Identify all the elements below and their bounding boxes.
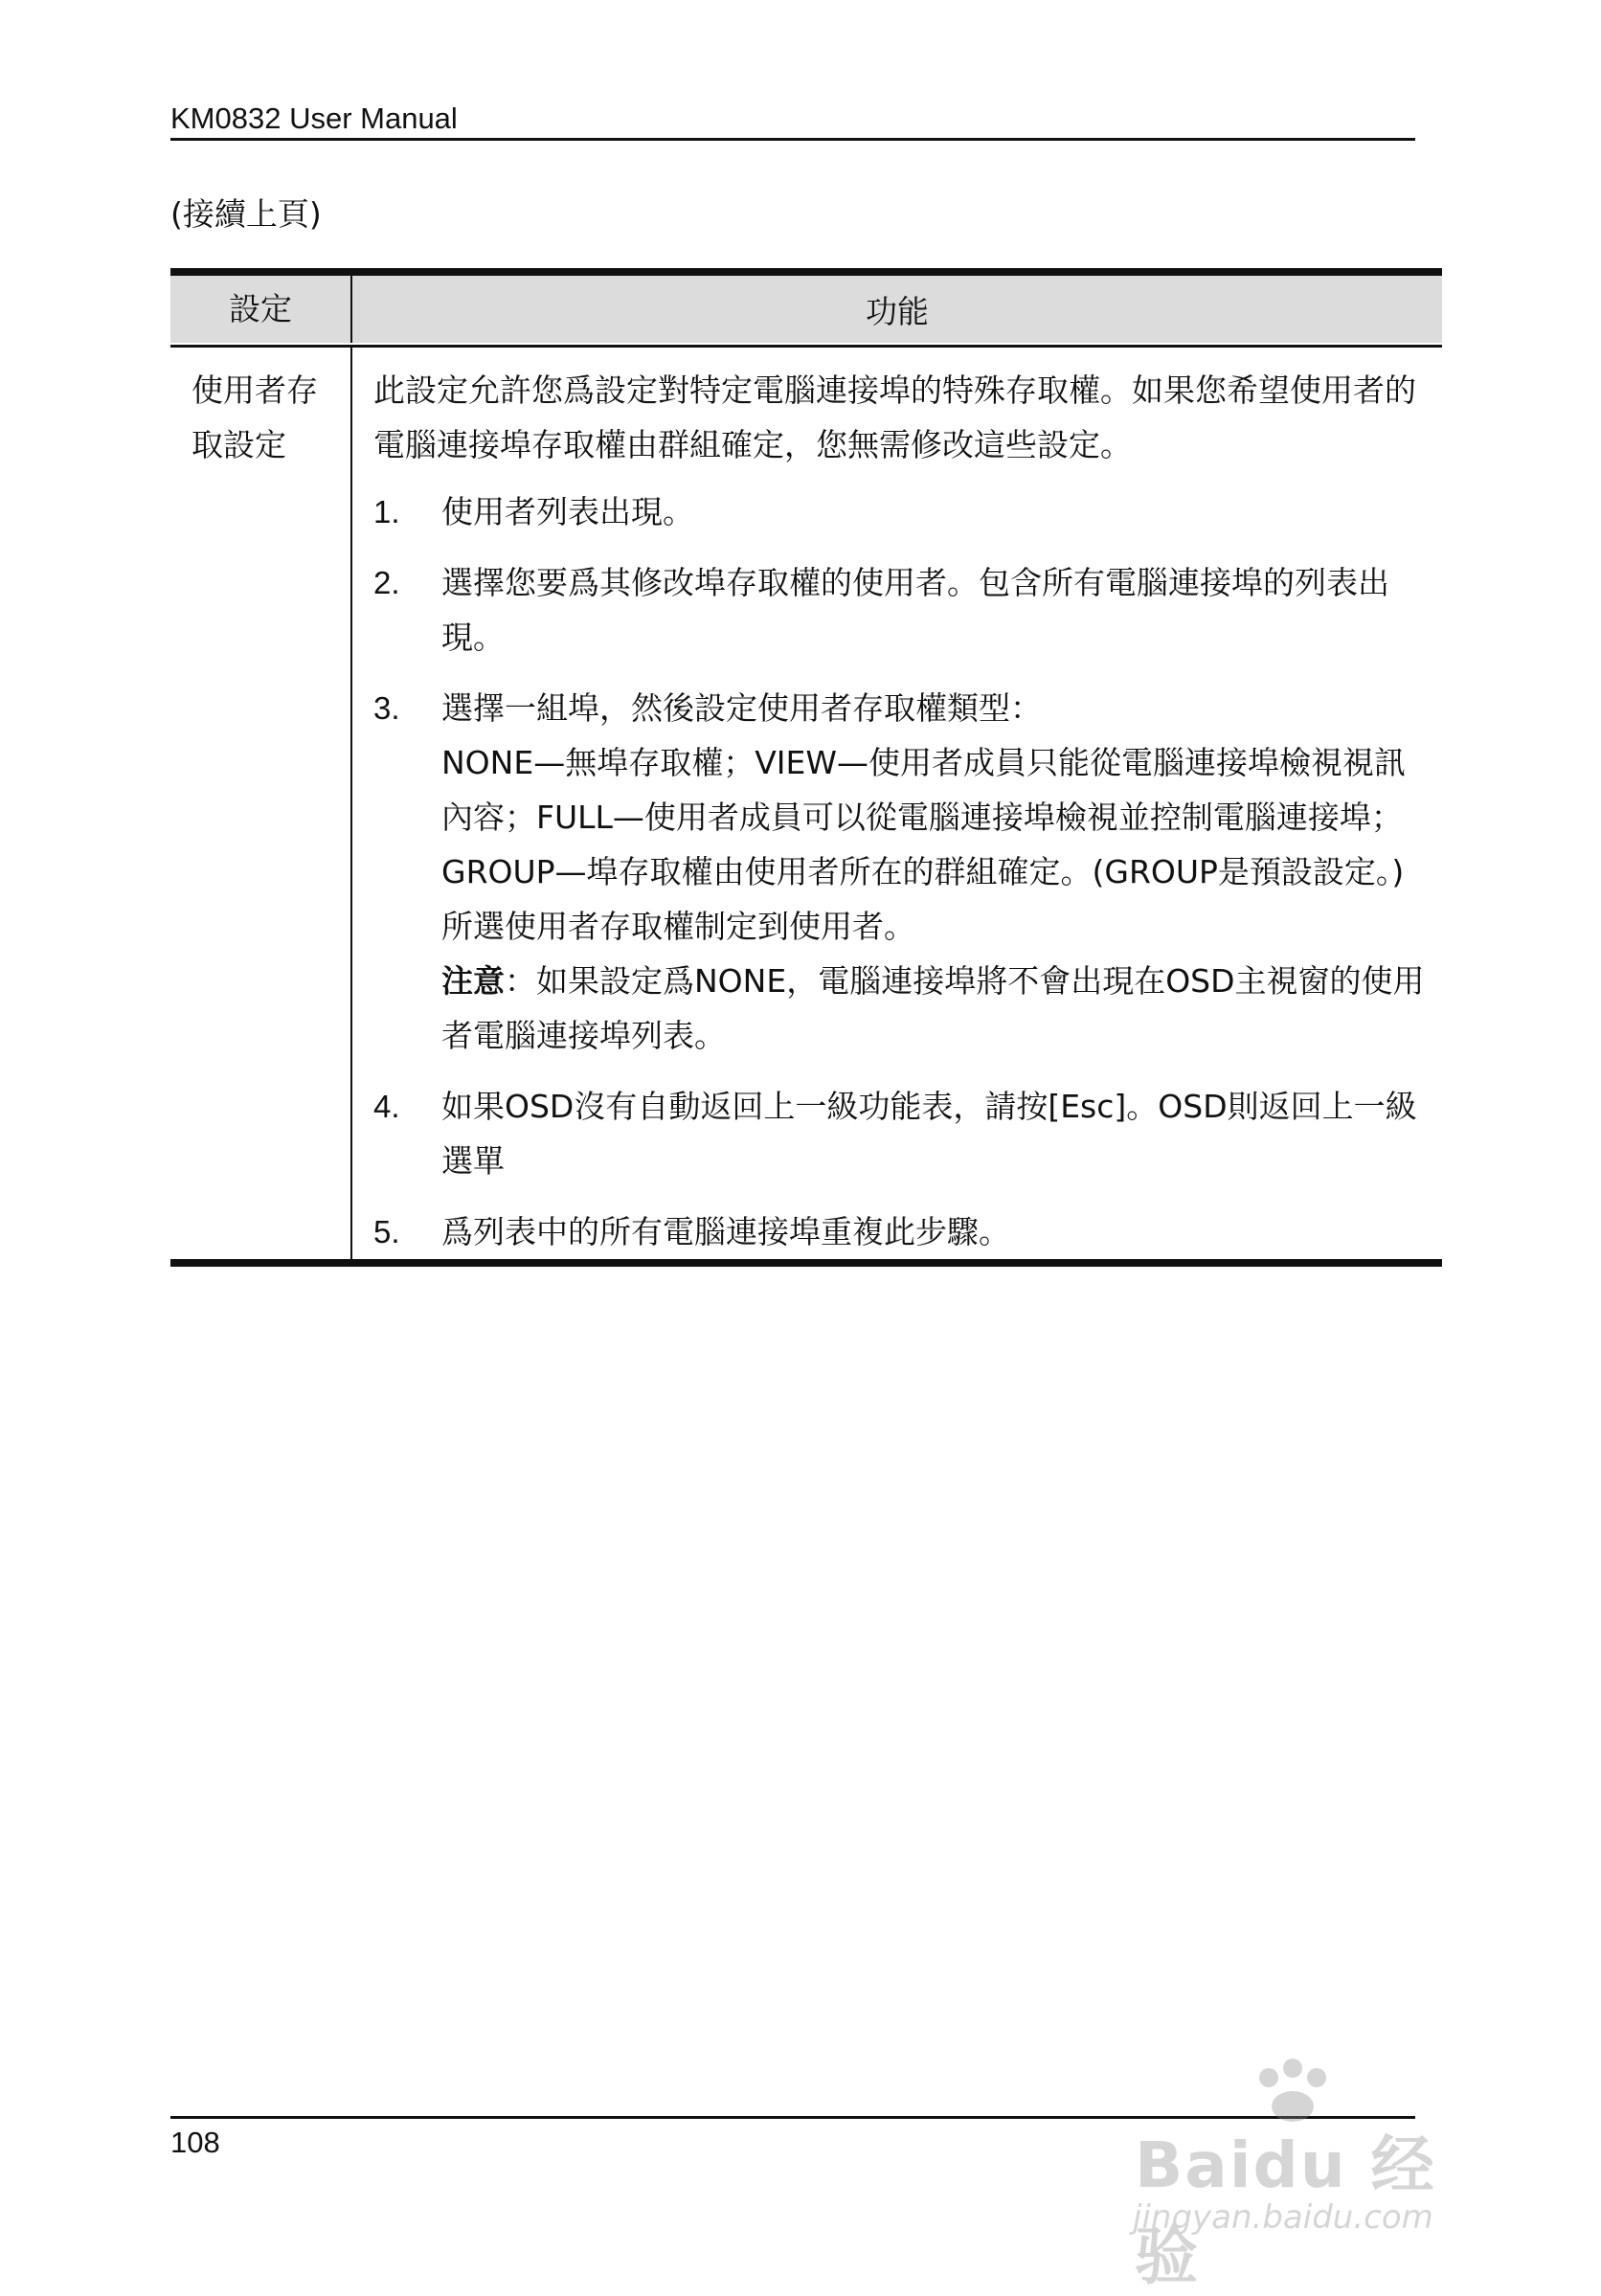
step-text: 選擇您要爲其修改埠存取權的使用者。包含所有電腦連接埠的列表出現。 [441, 564, 1389, 656]
step-number: 3. [373, 690, 400, 726]
header-rule [170, 138, 1415, 141]
manual-title: KM0832 User Manual [170, 101, 458, 135]
column-header-setting: 設定 [170, 276, 352, 343]
note [441, 954, 1432, 1063]
step-number: 2. [373, 565, 400, 600]
list-item [373, 555, 1442, 664]
access-type-detail: NONE—無埠存取權；VIEW—使用者成員只能從電腦連接埠檢視視訊內容；FULL—使用者成員可以從電腦連接埠檢視並控制電腦連接埠；GROUP—埠存取權由使用者所在的群組確定。(GROUP是預設設定。)所選使用者存取權制定到使用者。 [441, 744, 1406, 945]
step-number: 1. [373, 494, 400, 529]
function-cell [352, 348, 1442, 1259]
function-intro: 此設定允許您爲設定對特定電腦連接埠的特殊存取權。如果您希望使用者的電腦連接埠存取權由群組確定，您無需修改這些設定。 [373, 371, 1416, 463]
step-body [441, 681, 1442, 1063]
settings-table [170, 268, 1442, 1267]
table-row [170, 348, 1442, 1259]
setting-name-line: 使用者存 [192, 371, 318, 409]
list-item [373, 1204, 1442, 1259]
list-item [373, 484, 1442, 539]
continued-note: (接續上頁) [170, 195, 322, 233]
column-header-function: 功能 [866, 292, 929, 330]
table-bottom-rule [170, 1259, 1442, 1267]
step-text: 爲列表中的所有電腦連接埠重複此步驟。 [441, 1213, 1010, 1250]
table-top-rule [170, 268, 1442, 276]
page-number: 108 [170, 2126, 220, 2159]
step-text: 使用者列表出現。 [441, 493, 694, 530]
list-item [373, 1079, 1442, 1188]
note-label: 注意 [441, 962, 505, 1000]
step-text: 如果OSD沒有自動返回上一級功能表，請按[Esc]。OSD則返回上一級選單 [441, 1088, 1417, 1180]
step-number: 4. [373, 1089, 400, 1124]
step-list [373, 484, 1442, 1259]
list-item [373, 681, 1442, 1063]
watermark-url: jingyan.baidu.com [1133, 2198, 1433, 2237]
step-text: 選擇一組埠，然後設定使用者存取權類型： [441, 689, 1042, 727]
setting-name-cell [170, 348, 352, 1259]
watermark-logo-text: Baidu 经验 [1135, 2128, 1436, 2293]
note-text: ：如果設定爲NONE，電腦連接埠將不會出現在OSD主視窗的使用者電腦連接埠列表。 [441, 962, 1425, 1054]
baidu-watermark [1125, 2057, 1499, 2293]
table-header-row [170, 276, 1442, 343]
step-number: 5. [373, 1214, 400, 1249]
setting-name-line: 取設定 [192, 426, 286, 463]
